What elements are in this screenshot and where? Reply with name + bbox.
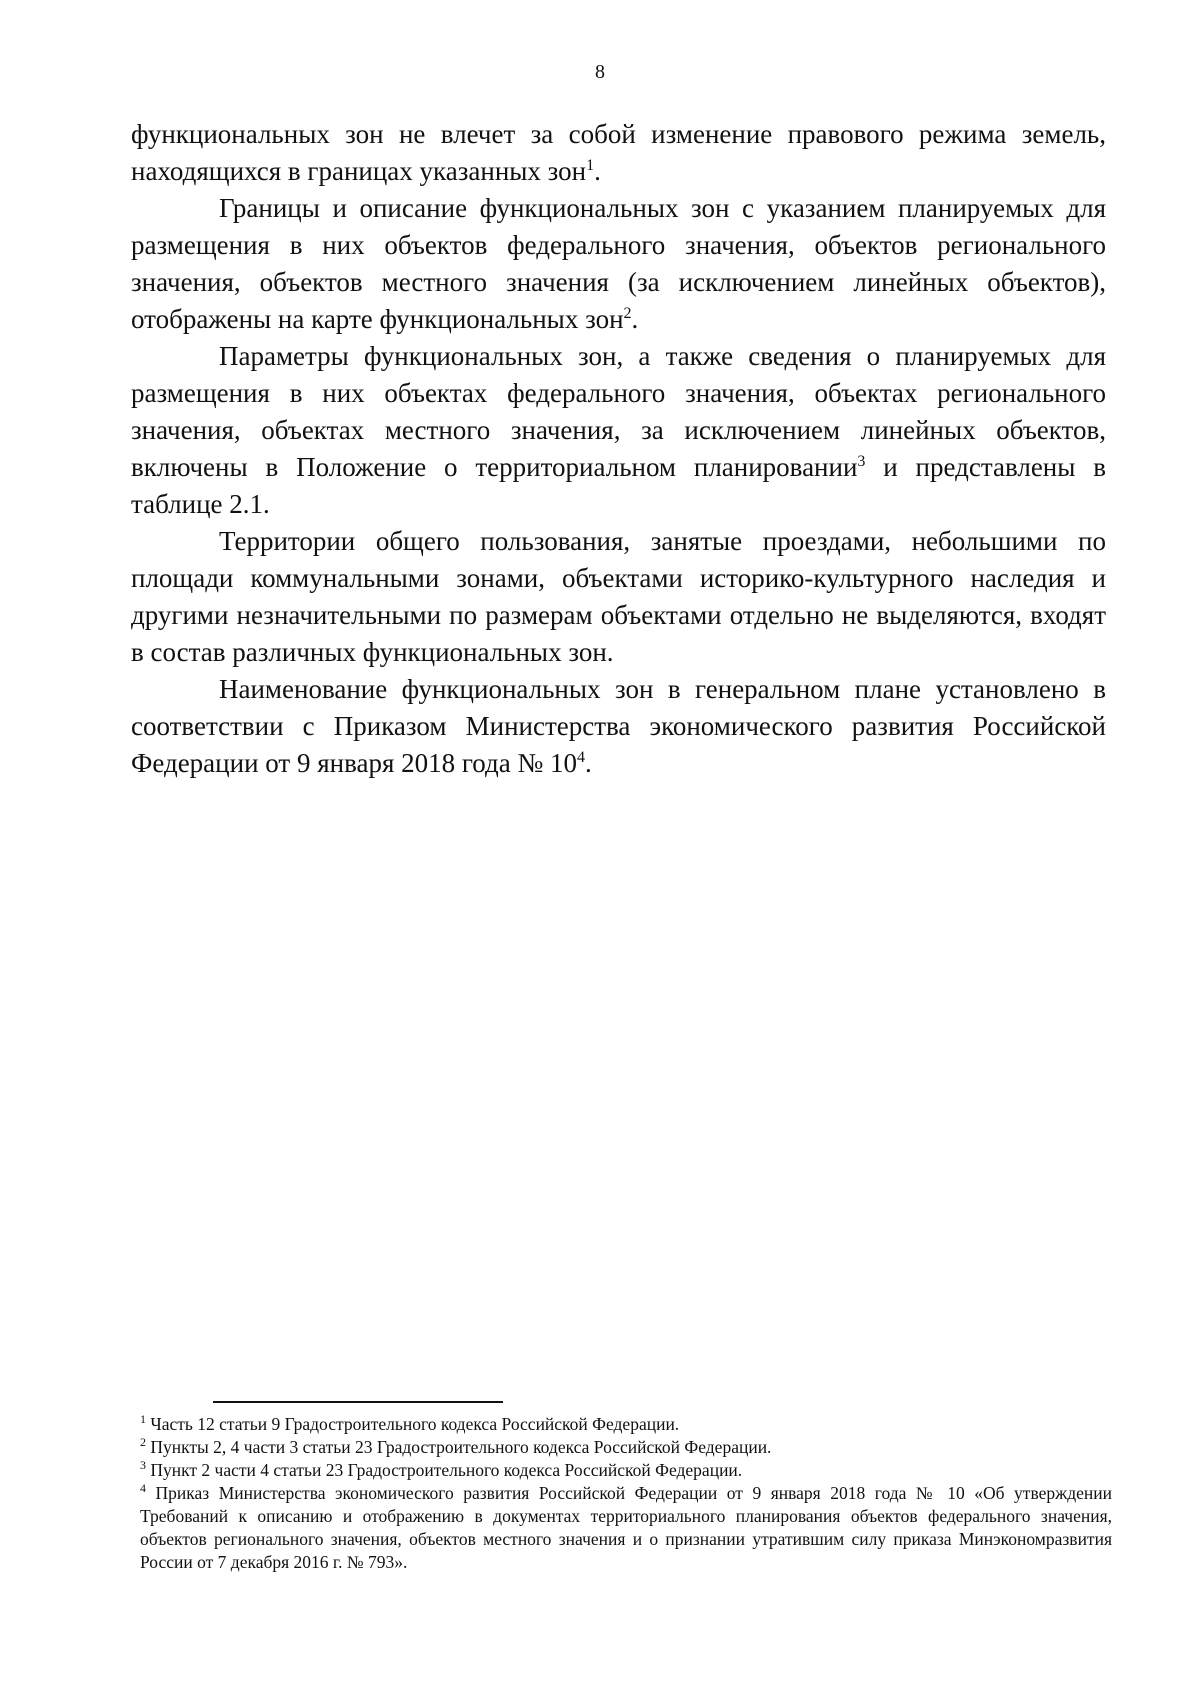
footnote-number: 4 bbox=[140, 1481, 146, 1496]
paragraph-zone-parameters bbox=[131, 338, 1106, 523]
footnote-item bbox=[140, 1413, 1112, 1436]
paragraph-zone-naming bbox=[131, 671, 1106, 782]
footnote-ref[interactable]: 3 bbox=[857, 453, 866, 470]
paragraph-continuation bbox=[131, 116, 1106, 190]
paragraph-text: Границы и описание функциональных зон с указанием планируемых для размещения в них объектов федерального значения, объектов регионального значения, объектов местного значения (за исключением линейных объектов), отображены на карте функциональных зон bbox=[131, 193, 1106, 334]
footnote-text: Приказ Министерства экономического развития Российской Федерации от 9 января 2018 года № 10 «Об утверждении Требований к описанию и отображению в документах территориального планирования объектов федерального значения, объектов регионального значения, объектов местного значения и о признании утратившим силу приказа Минэкономразвития России от 7 декабря 2016 г. № 793». bbox=[140, 1483, 1112, 1572]
paragraph-text: Территории общего пользования, занятые проездами, небольшими по площади коммунальными зонами, объектами историко-культурного наследия и другими незначительными по размерам объектами отдельно не выделяются, входят в состав различных функциональных зон. bbox=[131, 526, 1106, 667]
footnote-text: Часть 12 статьи 9 Градостроительного кодекса Российской Федерации. bbox=[150, 1414, 680, 1434]
footnote-ref[interactable]: 4 bbox=[576, 749, 585, 766]
footnote-item bbox=[140, 1482, 1112, 1574]
page-number: 8 bbox=[595, 61, 605, 83]
footnote-ref[interactable]: 2 bbox=[623, 305, 632, 322]
footnote-text: Пункт 2 части 4 статьи 23 Градостроительного кодекса Российской Федерации. bbox=[150, 1460, 743, 1480]
paragraph-tail: . bbox=[584, 748, 592, 778]
paragraph-text: функциональных зон не влечет за собой изменение правового режима земель, находящихся в границах указанных зон bbox=[131, 119, 1106, 186]
footnote-number: 1 bbox=[140, 1412, 146, 1427]
footnote-number: 2 bbox=[140, 1435, 146, 1450]
paragraph-zone-boundaries bbox=[131, 190, 1106, 338]
footnote-separator bbox=[213, 1401, 503, 1403]
footnote-item bbox=[140, 1436, 1112, 1459]
paragraph-text: Наименование функциональных зон в генеральном плане установлено в соответствии с Приказом Министерства экономического развития Российской Федерации от 9 января 2018 года № 10 bbox=[131, 674, 1106, 778]
paragraph-tail: . bbox=[594, 156, 601, 186]
footnotes bbox=[140, 1413, 1112, 1574]
paragraph-tail: . bbox=[631, 304, 639, 334]
footnote-item bbox=[140, 1459, 1112, 1482]
footnote-text: Пункты 2, 4 части 3 статьи 23 Градостроительного кодекса Российской Федерации. bbox=[150, 1437, 772, 1457]
paragraph-text: Параметры функциональных зон, а также сведения о планируемых для размещения в них объектах федерального значения, объектах регионального значения, объектах местного значения, за исключением линейных объектов, включены в Положение о территориальном планировании bbox=[131, 341, 1106, 482]
body-text bbox=[131, 116, 1106, 782]
footnote-number: 3 bbox=[140, 1458, 146, 1473]
footnote-ref[interactable]: 1 bbox=[586, 157, 595, 174]
paragraph-tail: и представлены в таблице 2.1. bbox=[131, 452, 1106, 519]
paragraph-public-territories bbox=[131, 523, 1106, 671]
